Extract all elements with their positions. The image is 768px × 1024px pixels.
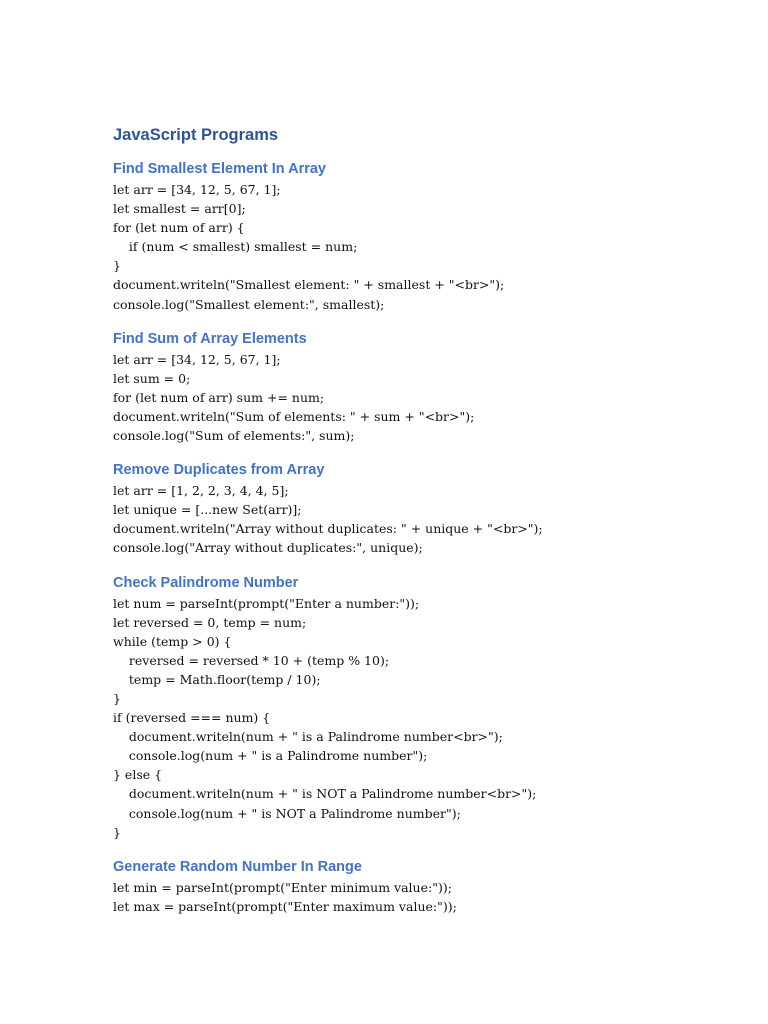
- code-line: console.log(num + " is NOT a Palindrome number");: [113, 805, 461, 821]
- code-line: if (reversed === num) {: [113, 710, 271, 726]
- code-line: let arr = [34, 12, 5, 67, 1];: [113, 182, 281, 197]
- code-line: document.writeln("Array without duplicates: " + unique + "<br>");: [113, 521, 543, 537]
- section-heading: Find Smallest Element In Array: [113, 161, 326, 177]
- code-line: let reversed = 0, temp = num;: [113, 614, 307, 630]
- code-line: for (let num of arr) {: [113, 220, 245, 236]
- code-line: if (num < smallest) smallest = num;: [113, 239, 358, 255]
- section-heading: Generate Random Number In Range: [113, 858, 362, 875]
- code-line: console.log("Array without duplicates:", unique);: [113, 540, 423, 556]
- code-line: let num = parseInt(prompt("Enter a number:"));: [113, 595, 420, 611]
- code-line: console.log("Sum of elements:", sum);: [113, 428, 355, 444]
- code-line: document.writeln(num + " is a Palindrome number<br>");: [113, 729, 503, 745]
- section-heading: Check Palindrome Number: [113, 574, 299, 591]
- code-line: document.writeln("Smallest element: " + smallest + "<br>");: [113, 277, 505, 293]
- code-line: document.writeln("Sum of elements: " + sum + "<br>");: [113, 408, 475, 424]
- code-line: console.log(num + " is a Palindrome number");: [113, 748, 428, 764]
- code-line: }: [113, 690, 121, 706]
- code-line: console.log("Smallest element:", smallest);: [113, 296, 385, 312]
- code-line: let min = parseInt(prompt("Enter minimum value:"));: [113, 879, 452, 895]
- code-line: document.writeln(num + " is NOT a Palindrome number<br>");: [113, 786, 537, 802]
- code-line: let smallest = arr[0];: [113, 201, 246, 217]
- code-line: }: [113, 824, 121, 840]
- section-heading: Find Sum of Array Elements: [113, 330, 307, 347]
- document-page: [113, 123, 733, 930]
- code-line: } else {: [113, 767, 163, 783]
- code-section: [113, 856, 733, 916]
- code-line: let unique = [...new Set(arr)];: [113, 502, 302, 518]
- document-title: JavaScript Programs: [113, 126, 279, 144]
- code-section: [113, 572, 733, 842]
- code-line: let arr = [1, 2, 2, 3, 4, 4, 5];: [113, 483, 289, 499]
- code-section: [113, 328, 733, 445]
- code-section: [113, 459, 733, 557]
- code-line: reversed = reversed * 10 + (temp % 10);: [113, 652, 390, 668]
- code-section: [113, 158, 733, 314]
- code-line: while (temp > 0) {: [113, 633, 232, 649]
- code-line: }: [113, 258, 121, 274]
- section-heading: Remove Duplicates from Array: [113, 462, 325, 479]
- code-line: let sum = 0;: [113, 370, 191, 386]
- code-line: let max = parseInt(prompt("Enter maximum value:"));: [113, 898, 457, 914]
- sections-container: [113, 158, 733, 916]
- code-line: temp = Math.floor(temp / 10);: [113, 671, 321, 687]
- code-line: for (let num of arr) sum += num;: [113, 389, 325, 405]
- code-line: let arr = [34, 12, 5, 67, 1];: [113, 351, 281, 367]
